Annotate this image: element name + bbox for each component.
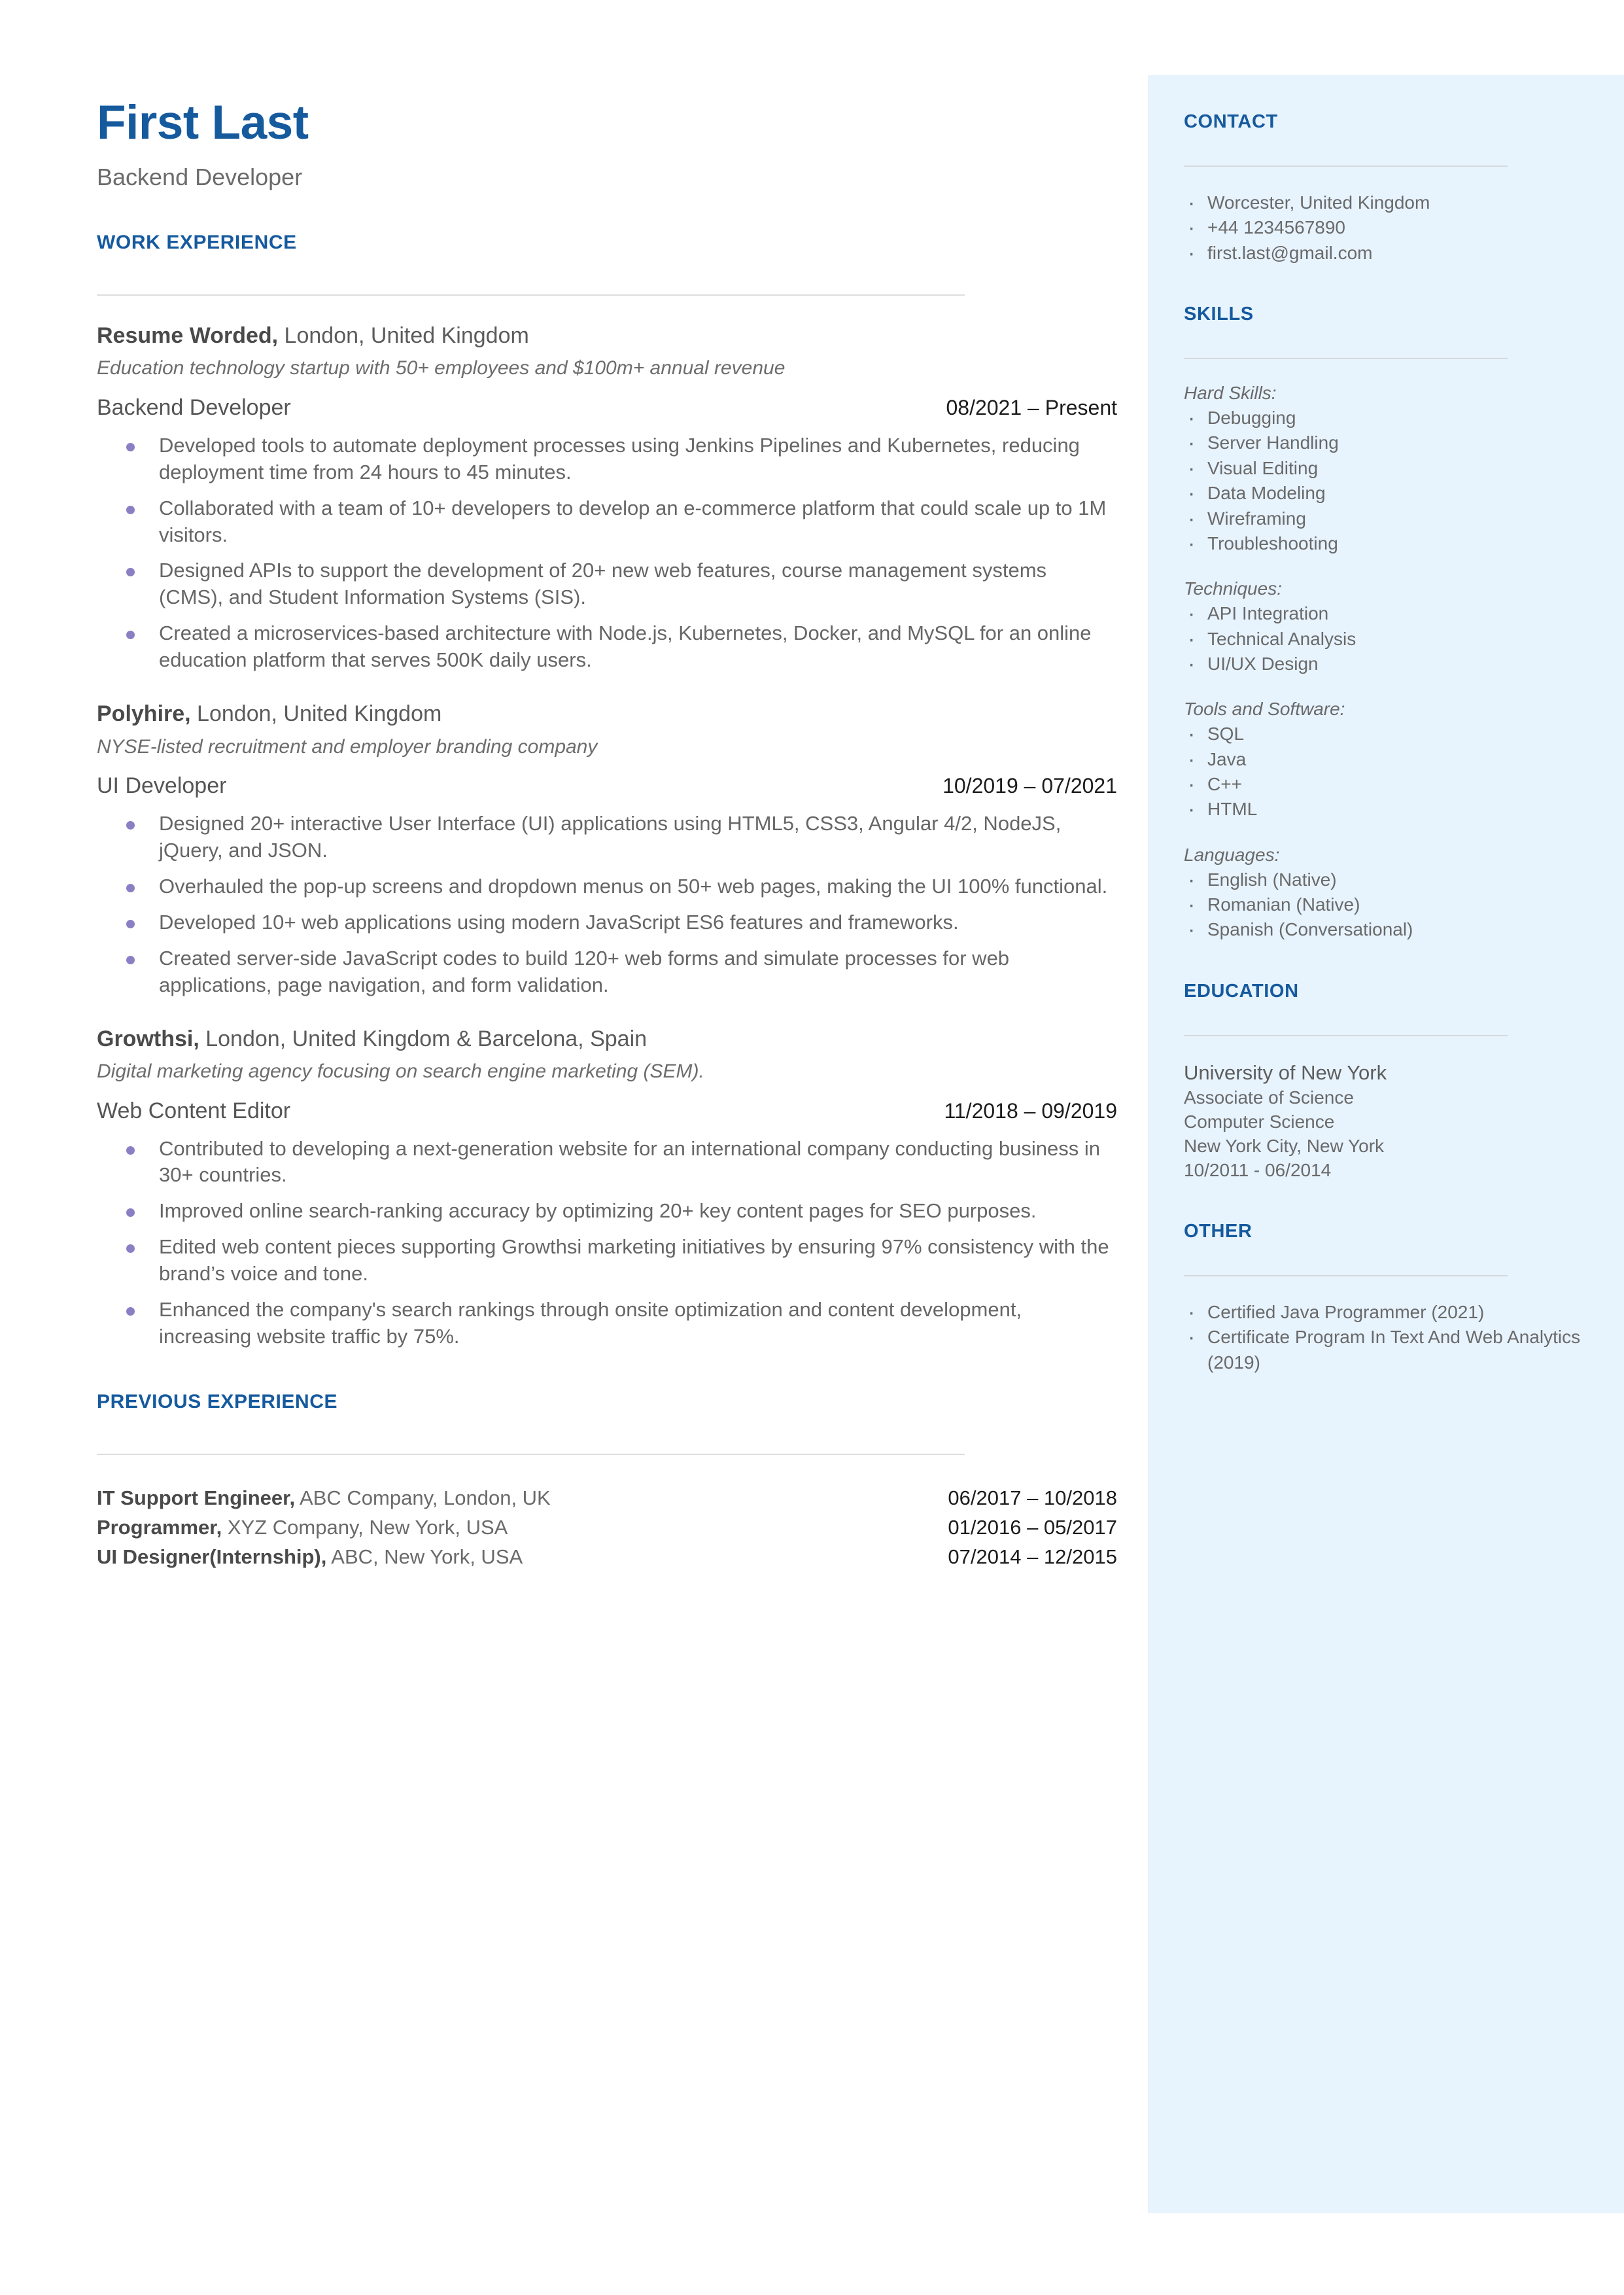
- job-dates: 11/2018 – 09/2019: [944, 1098, 1117, 1123]
- sidebar-heading-education: EDUCATION: [1184, 980, 1299, 1002]
- job-dates: 08/2021 – Present: [946, 395, 1117, 419]
- job-bullet-list: [97, 432, 1117, 674]
- header-subtitle: Backend Developer: [97, 163, 303, 190]
- previous-role: UI Designer(Internship),: [97, 1545, 327, 1568]
- work-experience-entry: [97, 322, 1117, 674]
- skill-item: · Technical Analysis: [1184, 627, 1589, 652]
- education-school: University of New York: [1184, 1060, 1387, 1084]
- contact-item-email[interactable]: · first.last@gmail.com: [1184, 241, 1589, 266]
- company-description: Education technology startup with 50+ employees and $100m+ annual revenue: [97, 357, 786, 379]
- other-item: · Certificate Program In Text And Web Analytics (2019): [1184, 1325, 1589, 1375]
- skill-item: · Romanian (Native): [1184, 892, 1589, 917]
- skill-item: · Data Modeling: [1184, 481, 1589, 506]
- sidebar-heading-other: OTHER: [1184, 1220, 1253, 1242]
- other-item: · Certified Java Programmer (2021): [1184, 1300, 1589, 1325]
- contact-item-location: · Worcester, United Kingdom: [1184, 190, 1589, 215]
- job-bullet: Designed APIs to support the development of 20+ new web features, course management systems (CMS), and Student Information Systems (SIS).: [97, 557, 1114, 611]
- company-name: Polyhire,: [97, 701, 191, 727]
- work-experience-entry: [97, 700, 1117, 998]
- job-bullet: Created server-side JavaScript codes to build 120+ web forms and simulate processes for web applications, page navigation, and form validation.: [97, 945, 1114, 999]
- job-title-row: [97, 1098, 1117, 1124]
- skill-item: · English (Native): [1184, 867, 1589, 892]
- company-line: [97, 1025, 1117, 1053]
- job-bullet-list: [97, 1136, 1117, 1350]
- company-line: [97, 322, 1117, 350]
- job-title: Backend Developer: [97, 394, 291, 420]
- skill-group-tools-and-software: [1184, 699, 1589, 822]
- previous-detail: XYZ Company, New York, USA: [222, 1515, 508, 1539]
- skill-group-label: Hard Skills:: [1184, 383, 1277, 404]
- skill-group-languages: [1184, 845, 1589, 943]
- job-bullet: Improved online search-ranking accuracy by optimizing 20+ key content pages for SEO purposes.: [97, 1198, 1114, 1225]
- job-bullet: Collaborated with a team of 10+ developers to develop an e-commerce platform that could scale up to 1M visitors.: [97, 495, 1114, 549]
- skill-item: · Server Handling: [1184, 430, 1589, 455]
- sidebar-heading-skills: SKILLS: [1184, 304, 1254, 325]
- skill-group-techniques: [1184, 578, 1589, 676]
- divider: [1184, 358, 1508, 359]
- previous-role: Programmer,: [97, 1515, 222, 1539]
- divider: [1184, 166, 1508, 167]
- job-title-row: [97, 395, 1117, 421]
- other-list: [1184, 1300, 1589, 1375]
- skill-group-label: Languages:: [1184, 844, 1280, 865]
- company-location: London, United Kingdom & Barcelona, Spain: [199, 1026, 648, 1051]
- job-dates: 10/2019 – 07/2021: [942, 774, 1117, 798]
- section-heading-work-experience: WORK EXPERIENCE: [97, 231, 297, 253]
- skill-item: · Troubleshooting: [1184, 531, 1589, 556]
- previous-experience-text: [97, 1513, 508, 1543]
- skill-item: · C++: [1184, 772, 1589, 797]
- skill-list: [1184, 601, 1589, 676]
- education-degree: Associate of Science: [1184, 1087, 1354, 1108]
- previous-experience-list: [97, 1484, 1117, 1572]
- skill-item: · Visual Editing: [1184, 456, 1589, 481]
- company-description: Digital marketing agency focusing on search engine marketing (SEM).: [97, 1060, 704, 1083]
- previous-role: IT Support Engineer,: [97, 1486, 296, 1509]
- company-location: London, United Kingdom: [190, 701, 442, 727]
- previous-detail: ABC Company, London, UK: [295, 1486, 551, 1509]
- company-description: NYSE-listed recruitment and employer branding company: [97, 735, 598, 758]
- skill-item: · Spanish (Conversational): [1184, 917, 1589, 942]
- company-name: Growthsi,: [97, 1026, 199, 1051]
- company-location: London, United Kingdom: [278, 323, 529, 348]
- job-bullet: Enhanced the company's search rankings through onsite optimization and content development, increasing website traffic by 75%.: [97, 1297, 1114, 1350]
- job-bullet: Contributed to developing a next-generation website for an international company conducting business in 30+ countries.: [97, 1136, 1114, 1189]
- skill-item: · Wireframing: [1184, 506, 1589, 531]
- previous-dates: 07/2014 – 12/2015: [948, 1545, 1117, 1568]
- sidebar-heading-contact: CONTACT: [1184, 111, 1278, 132]
- previous-experience-row: [97, 1513, 1117, 1543]
- previous-experience-text: [97, 1543, 523, 1572]
- skill-group-label: Techniques:: [1184, 578, 1282, 599]
- skill-item: · Debugging: [1184, 406, 1589, 430]
- contact-item-phone: · +44 1234567890: [1184, 215, 1589, 240]
- job-title-row: [97, 773, 1117, 799]
- previous-experience-row: [97, 1543, 1117, 1572]
- education-field: Computer Science: [1184, 1112, 1335, 1132]
- education-dates: 10/2011 - 06/2014: [1184, 1159, 1332, 1180]
- skill-item: · UI/UX Design: [1184, 652, 1589, 676]
- previous-dates: 01/2016 – 05/2017: [948, 1515, 1117, 1539]
- main-column: [97, 98, 1117, 1572]
- skill-item: · SQL: [1184, 722, 1589, 746]
- page-title: First Last: [97, 96, 309, 149]
- divider: [97, 1454, 965, 1455]
- job-bullet-list: [97, 811, 1117, 998]
- job-title: UI Developer: [97, 773, 227, 799]
- previous-experience-text: [97, 1484, 551, 1513]
- job-bullet: Developed tools to automate deployment processes using Jenkins Pipelines and Kubernetes, reducing deployment time from 24 hours to 45 minutes.: [97, 432, 1114, 486]
- skill-list: [1184, 406, 1589, 556]
- skill-list: [1184, 867, 1589, 943]
- previous-experience-row: [97, 1484, 1117, 1513]
- work-experience-entry: [97, 1025, 1117, 1350]
- divider: [97, 294, 965, 296]
- skill-item: · API Integration: [1184, 601, 1589, 626]
- job-bullet: Overhauled the pop-up screens and dropdown menus on 50+ web pages, making the UI 100% functional.: [97, 873, 1114, 900]
- job-bullet: Created a microservices-based architecture with Node.js, Kubernetes, Docker, and MySQL for an online education platform that serves 500K daily users.: [97, 620, 1114, 674]
- skill-group-label: Tools and Software:: [1184, 699, 1345, 720]
- divider: [1184, 1275, 1508, 1276]
- previous-detail: ABC, New York, USA: [326, 1545, 523, 1568]
- skill-list: [1184, 722, 1589, 822]
- contact-list: [1184, 190, 1589, 266]
- divider: [1184, 1035, 1508, 1036]
- skill-group-hard-skills: [1184, 383, 1589, 556]
- company-name: Resume Worded,: [97, 323, 279, 348]
- education-location: New York City, New York: [1184, 1136, 1385, 1157]
- job-title: Web Content Editor: [97, 1098, 291, 1123]
- previous-dates: 06/2017 – 10/2018: [948, 1486, 1117, 1509]
- skill-item: · Java: [1184, 747, 1589, 772]
- job-bullet: Designed 20+ interactive User Interface (UI) applications using HTML5, CSS3, Angular 4/2, NodeJS, jQuery, and JSON.: [97, 811, 1114, 864]
- job-bullet: Edited web content pieces supporting Growthsi marketing initiatives by ensuring 97% consistency with the brand’s voice and tone.: [97, 1234, 1114, 1288]
- sidebar-column: [1184, 111, 1589, 1375]
- education-entry: [1184, 1060, 1589, 1183]
- skill-item: · HTML: [1184, 797, 1589, 822]
- section-heading-previous-experience: PREVIOUS EXPERIENCE: [97, 1390, 338, 1412]
- company-line: [97, 700, 1117, 728]
- job-bullet: Developed 10+ web applications using modern JavaScript ES6 features and frameworks.: [97, 909, 1114, 936]
